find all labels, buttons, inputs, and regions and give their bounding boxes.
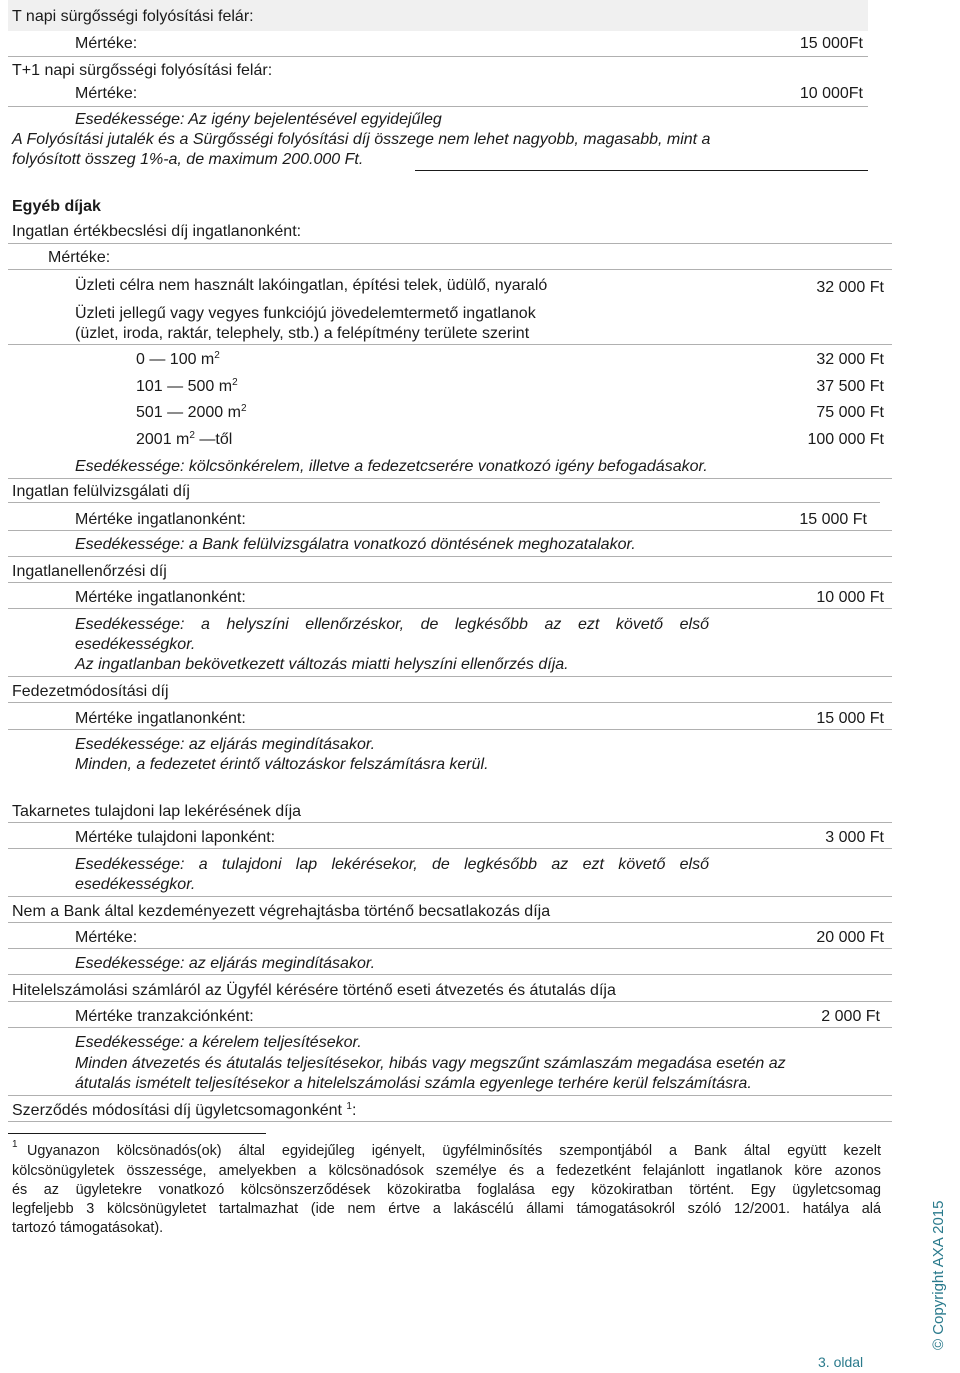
footnote-line-4: legfeljebb 3 kölcsönügyletet tartalmazhat (ide nem értve a lakáscélú állami támogatásokról szóló 12/2001. hatálya alá — [12, 1201, 881, 1217]
transfer-value: 2 000 Ft — [821, 1008, 880, 1025]
note-line-1: A Folyósítási jutalék és a Sürgősségi folyósítási díj összege nem lehet nagyobb, magasabb, mint a — [12, 131, 711, 148]
divider — [8, 702, 892, 703]
divider — [8, 676, 892, 677]
divider — [8, 106, 868, 107]
divider — [8, 502, 880, 503]
divider — [8, 56, 868, 57]
collateral-merteke: Mértéke ingatlanonként: — [75, 710, 246, 727]
enforcement-merteke: Mértéke: — [75, 929, 138, 946]
valuation-esedekessege: Esedékessége: kölcsönkérelem, illetve a fedezetcserére vonatkozó igény befogadásakor. — [75, 458, 708, 475]
divider — [8, 848, 892, 849]
land-registry-esedekessege-1: Esedékessége: a tulajdoni lap lekérésekor, de legkésőbb az ezt követő első — [75, 856, 709, 873]
area-tier-value: 37 500 Ft — [816, 377, 884, 395]
contract-mod-title — [12, 1101, 356, 1120]
review-value: 15 000 Ft — [799, 511, 867, 528]
divider — [8, 269, 892, 270]
enforcement-esedekessege: Esedékessége: az eljárás megindításakor. — [75, 955, 376, 972]
valuation-title: Ingatlan értékbecslési díj ingatlanonként: — [12, 223, 302, 240]
inspection-note: Az ingatlanban bekövetkezett változás miatti helyszíni ellenőrzés díja. — [75, 656, 569, 673]
transfer-esedekessege: Esedékessége: a kérelem teljesítésekor. — [75, 1034, 362, 1051]
collateral-esedekessege: Esedékessége: az eljárás megindításakor. — [75, 736, 376, 753]
enforcement-value: 20 000 Ft — [816, 929, 884, 946]
inspection-value: 10 000 Ft — [816, 589, 884, 606]
transfer-title: Hitelelszámolási számláról az Ügyfél kérésére történő eseti átvezetés és átutalás díja — [12, 982, 616, 999]
review-esedekessege: Esedékessége: a Bank felülvizsgálatra vonatkozó döntésének meghozatalakor. — [75, 536, 636, 553]
area-tier-value: 75 000 Ft — [816, 404, 884, 421]
land-registry-title: Takarnetes tulajdoni lap lekérésének díja — [12, 803, 302, 820]
t-day-merteke: Mértéke: — [75, 35, 138, 52]
enforcement-title: Nem a Bank által kezdeményezett végrehajtásba történő becsatlakozás díja — [12, 903, 551, 920]
divider — [8, 556, 892, 557]
inspection-title: Ingatlanellenőrzési díj — [12, 563, 167, 580]
divider — [8, 608, 892, 609]
land-registry-merteke: Mértéke tulajdoni laponként: — [75, 829, 276, 846]
t1-day-value: 10 000Ft — [799, 85, 863, 102]
divider — [8, 582, 892, 583]
divider — [8, 243, 892, 244]
copyright-vertical: © Copyright AXA 2015 — [930, 1200, 947, 1350]
transfer-note-2: átutalás ismételt teljesítésekor a hitelelszámolási számla egyenlege terhére kerül felszámításra. — [75, 1075, 752, 1092]
valuation-residential-value: 32 000 Ft — [816, 279, 884, 296]
contract-mod-title-text: Szerződés módosítási díj ügyletcsomagonként — [12, 1102, 342, 1119]
divider — [8, 1001, 892, 1002]
inspection-merteke: Mértéke ingatlanonként: — [75, 589, 246, 606]
divider — [8, 974, 892, 975]
contract-mod-colon: : — [351, 1102, 357, 1119]
divider — [8, 1095, 892, 1096]
area-tier-label — [136, 350, 220, 369]
area-tier-unit-exponent: 2 — [214, 350, 220, 361]
divider — [8, 1027, 892, 1028]
divider — [8, 948, 892, 949]
page-number: 3. oldal — [818, 1354, 864, 1370]
note-line-2: folyósított összeg 1%-a, de maximum 200.000 Ft. — [12, 151, 364, 168]
t1-day-label: T+1 napi sürgősségi folyósítási felár: — [12, 62, 273, 79]
t-day-value: 15 000Ft — [799, 35, 863, 52]
inspection-esedekessege-1: Esedékessége: a helyszíni ellenőrzéskor, de legkésőbb az ezt követő első — [75, 616, 709, 633]
review-merteke: Mértéke ingatlanonként: — [75, 511, 246, 528]
footnote-ref: 1 — [346, 1101, 352, 1112]
other-fees-heading: Egyéb díjak — [12, 198, 101, 215]
valuation-merteke: Mértéke: — [48, 249, 111, 266]
area-tier-range: 501 — 2000 m — [136, 404, 241, 421]
section-rule — [415, 170, 868, 171]
area-tier-value: 32 000 Ft — [816, 351, 884, 368]
area-tier-range: 101 — 500 m — [136, 377, 233, 395]
divider — [8, 530, 892, 531]
divider — [8, 478, 892, 479]
area-tier-label — [136, 377, 238, 396]
t1-day-merteke: Mértéke: — [75, 85, 138, 102]
footnote-marker: 1 — [12, 1139, 18, 1150]
divider — [8, 822, 892, 823]
area-tier-unit-exponent: 2 — [189, 429, 195, 441]
collateral-value: 15 000 Ft — [816, 710, 884, 727]
area-tier-unit-exponent: 2 — [240, 403, 247, 414]
area-tier-unit-exponent: 2 — [232, 376, 238, 388]
area-tier-range: 2001 m — [136, 430, 190, 448]
divider — [8, 729, 892, 730]
footnote-line-3: és az ügyletekre vonatkozó kölcsönszerződések közokiratba foglalása egy közokiratban történt. Egy ügyletcsomag — [12, 1182, 881, 1198]
divider — [8, 1121, 892, 1122]
area-tier-label — [136, 403, 247, 422]
transfer-merteke: Mértéke tranzakciónként: — [75, 1008, 254, 1025]
valuation-commercial-1: Üzleti jellegű vagy vegyes funkciójú jövedelemtermető ingatlanok — [75, 305, 536, 322]
collateral-note: Minden, a fedezetet érintő változáskor felszámításra kerül. — [75, 756, 489, 773]
urgent-esedekessege: Esedékessége: Az igény bejelentésével egyidejűleg — [75, 111, 442, 128]
footnote-line-5: tartozó támogatásokat). — [12, 1220, 164, 1236]
divider — [8, 344, 892, 345]
t-day-label: T napi sürgősségi folyósítási felár: — [12, 8, 254, 25]
footnote-rule — [8, 1133, 266, 1134]
review-title: Ingatlan felülvizsgálati díj — [12, 483, 190, 500]
divider — [8, 896, 892, 897]
transfer-note-1: Minden átvezetés és átutalás teljesítésekor, hibás vagy megszűnt számlaszám megadása esetén az — [75, 1055, 786, 1072]
area-tier-label — [136, 430, 232, 449]
footnote-line-1: Ugyanazon kölcsönadós(ok) által egyidejűleg igényelt, ügyfélminősítés szempontjából a Bank által együtt kezelt — [27, 1143, 881, 1159]
area-tier-value: 100 000 Ft — [807, 430, 884, 448]
area-tier-range: 0 — 100 m — [136, 351, 215, 368]
divider — [8, 922, 892, 923]
inspection-esedekessege-2: esedékességkor. — [75, 636, 196, 653]
area-tier-suffix: —től — [194, 430, 233, 448]
valuation-commercial-2: (üzlet, iroda, raktár, telephely, stb.) a felépítmény területe szerint — [75, 325, 530, 342]
land-registry-value: 3 000 Ft — [825, 829, 884, 846]
footnote-line-2: kölcsönügyletek összessége, amelyekben a kölcsönadósok személye és a fedezetként felajánlott ingatlanok köre azonos — [12, 1163, 881, 1179]
valuation-residential: Üzleti célra nem használt lakóingatlan, építési telek, üdülő, nyaraló — [75, 277, 548, 294]
land-registry-esedekessege-2: esedékességkor. — [75, 876, 196, 893]
collateral-title: Fedezetmódosítási díj — [12, 683, 169, 700]
